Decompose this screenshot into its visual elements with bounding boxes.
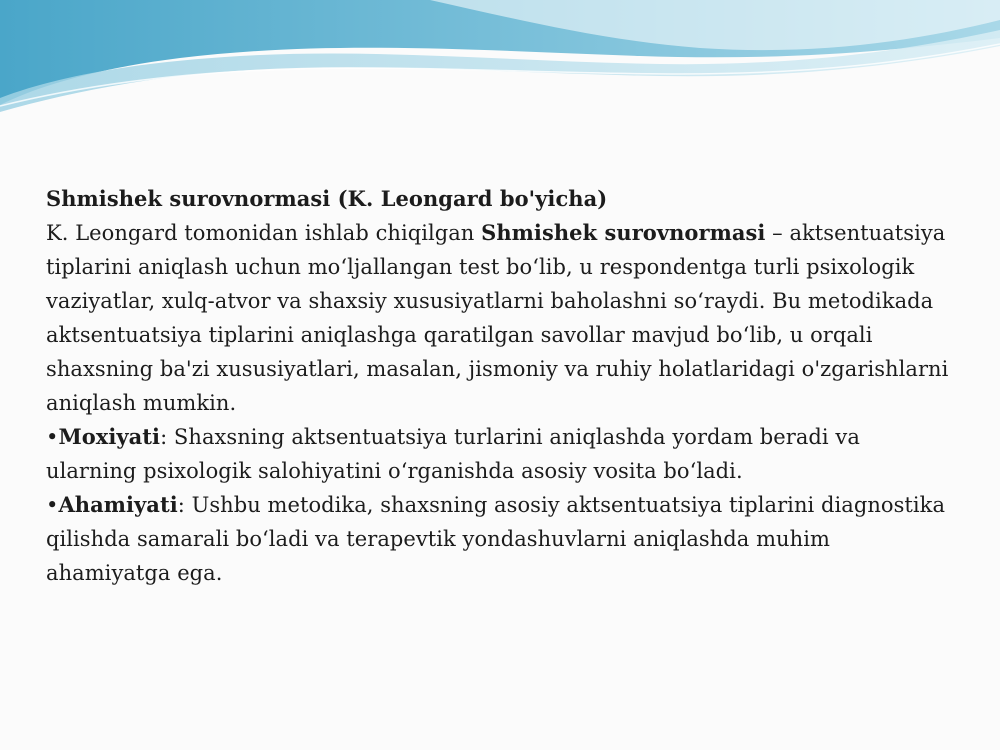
intro-text-after: – aktsentuatsiya tiplarini aniqlash uchun moʻljallangan test boʻlib, u respondentga turli psixologik vaziyatlar, xulq-atvor va shaxsiy xususiyatlarni baholashni soʻraydi. Bu metodikada aktsentuatsiya tiplarini aniqlashga qaratilgan savollar mavjud boʻlib, u orqali shaxsning ba'zi xususiyatlari, masalan, jismoniy va ruhiy holatlaridagi o'zgarishlarni aniqlash mumkin. (46, 221, 949, 415)
bullet-text: : Shaxsning aktsentuatsiya turlarini aniqlashda yordam beradi va ularning psixologik salohiyatini oʻrganishda asosiy vosita boʻladi. (46, 425, 860, 483)
bullet-label: Ahamiyati (58, 492, 178, 517)
bullet-marker: • (46, 425, 59, 449)
slide-body (46, 182, 956, 590)
intro-text-before: K. Leongard tomonidan ishlab chiqilgan (46, 221, 482, 245)
bullet-item-ahamiyati (46, 488, 956, 590)
slide-title: Shmishek surovnormasi (K. Leongard bo'yicha) (46, 186, 608, 211)
bullet-label: Moxiyati (58, 424, 161, 449)
bullet-text: : Ushbu metodika, shaxsning asosiy aktsentuatsiya tiplarini diagnostika qilishda samarali boʻladi va terapevtik yondashuvlarni aniqlashda muhim ahamiyatga ega. (46, 493, 946, 585)
intro-paragraph (46, 216, 956, 420)
intro-bold-term: Shmishek surovnormasi (481, 220, 766, 245)
bullet-marker: • (46, 493, 59, 517)
bullet-item-moxiyati (46, 420, 956, 488)
header-wave-decoration (0, 0, 1000, 120)
